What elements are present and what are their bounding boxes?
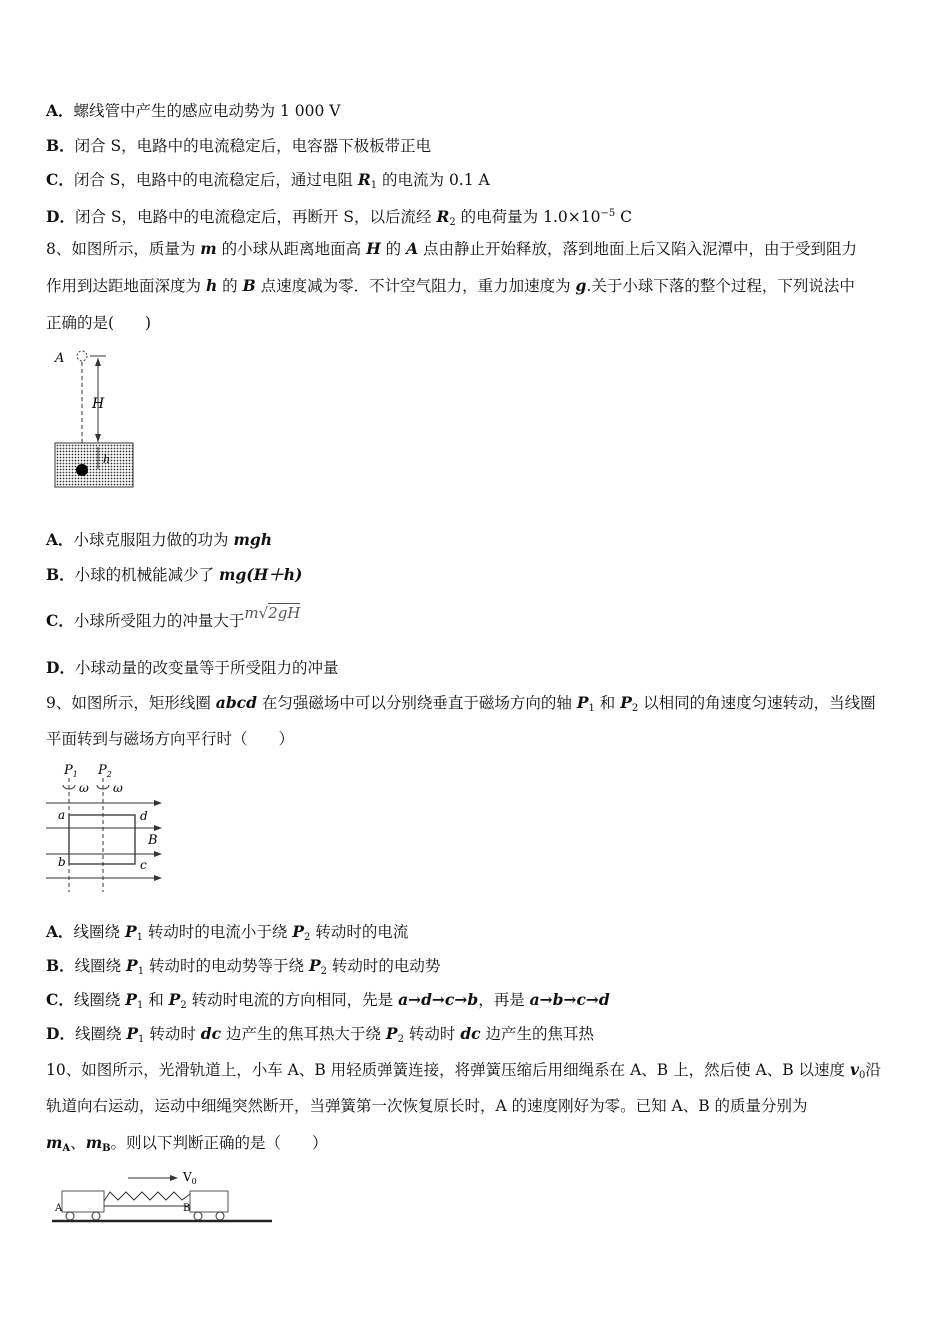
q8-stem-line-1: 8、如图所示，质量为 m 的小球从距离地面高 H 的 A 点由静止开始释放，落到地面上后又陷入泥潭中，由于受到阻力 <box>46 239 858 258</box>
q9-option-d: D．线圈绕 $P_1$ 转动时 dc 边产生的焦耳热大于绕 $P_2$ 转动时 dc 边产生的焦耳热 <box>46 1024 595 1045</box>
q9-figure <box>44 758 166 892</box>
cart-a <box>62 1191 104 1212</box>
q8-option-a: A．小球克服阻力做的功为 mgh <box>46 530 272 549</box>
corner-d-label: d <box>140 809 148 823</box>
corner-b-label: b <box>58 855 66 869</box>
q9-stem-line-1: 9、如图所示，矩形线圈 abcd 在匀强磁场中可以分别绕垂直于磁场方向的轴 $P_1$ 和 $P_2$ 以相同的角速度匀速转动，当线圈 <box>46 693 876 714</box>
cart-b-label: B <box>183 1203 191 1214</box>
corner-a-label: a <box>58 808 66 822</box>
q9-option-c: C．线圈绕 $P_1$ 和 $P_2$ 转动时电流的方向相同，先是 a→d→c→b，再是 a→b→c→d <box>46 990 610 1011</box>
sqrt-expression: m√2gH <box>244 604 301 622</box>
q10-stem-line-3: $m_A$、$m_B$。则以下判断正确的是（ ） <box>46 1133 328 1154</box>
field-arrow-4-icon <box>154 875 162 881</box>
spring <box>104 1192 190 1201</box>
q10-figure <box>50 1166 276 1228</box>
q10-stem-line-1: 10、如图所示，光滑轨道上，小车 A、B 用轻质弹簧连接，将弹簧压缩后用细绳系在 A、B 上，然后使 A、B 以速度 $v_0$沿 <box>46 1060 881 1081</box>
ball-end-icon <box>76 464 88 476</box>
wheel-icon <box>66 1212 74 1220</box>
wheel-icon <box>216 1212 224 1220</box>
q10-stem-line-2: 轨道向右运动，运动中细绳突然断开，当弹簧第一次恢复原长时，A 的速度刚好为零。已知 A、B 的质量分别为 <box>46 1097 808 1115</box>
velocity-arrow-icon <box>170 1175 178 1181</box>
cart-b <box>190 1191 228 1212</box>
field-arrow-2-icon <box>154 825 162 831</box>
omega-label-2: ω <box>113 781 123 795</box>
q8-option-b: B．小球的机械能减少了 mg(H＋h) <box>46 565 303 584</box>
q8-stem-line-3: 正确的是( ) <box>46 314 152 332</box>
q7-option-d: D．闭合 S，电路中的电流稳定后，再断开 S，以后流经 $R_2$ 的电荷量为 $1.0\times 10^{-5}$ C <box>46 207 633 228</box>
q8-stem-line-2: 作用到达距地面深度为 h 的 B 点速度减为零．不计空气阻力，重力加速度为 g.关于小球下落的整个过程，下列说法中 <box>46 276 855 295</box>
q8-option-d: D．小球动量的改变量等于所受阻力的冲量 <box>46 658 339 677</box>
q7-option-b: B．闭合 S，电路中的电流稳定后，电容器下极板带正电 <box>46 136 432 155</box>
velocity-label: $V_0$ <box>183 1170 197 1186</box>
q9-option-a: A．线圈绕 $P_1$ 转动时的电流小于绕 $P_2$ 转动时的电流 <box>46 922 409 943</box>
q8-figure-label-h-small: h <box>103 453 111 466</box>
field-arrow-1-icon <box>154 800 162 806</box>
corner-c-label: c <box>140 858 147 872</box>
q8-option-c: C．小球所受阻力的冲量大于m√2gH <box>46 604 301 630</box>
q9-stem-line-2: 平面转到与磁场方向平行时（ ） <box>46 730 295 748</box>
q9-option-b: B．线圈绕 $P_1$ 转动时的电动势等于绕 $P_2$ 转动时的电动势 <box>46 956 441 977</box>
mud-pool <box>55 443 133 487</box>
arrow-up-icon <box>95 358 101 366</box>
q8-figure-label-a: A <box>55 351 65 366</box>
q8-figure <box>50 345 140 490</box>
wheel-icon <box>194 1212 202 1220</box>
q7-option-a: A．螺线管中产生的感应电动势为 1 000 V <box>46 101 341 120</box>
wheel-icon <box>92 1212 100 1220</box>
arrow-down-icon <box>95 434 101 442</box>
p2-label: $P_2$ <box>98 763 112 779</box>
q7-option-c: C．闭合 S，电路中的电流稳定后，通过电阻 $R_1$ 的电流为 0.1 A <box>46 170 490 191</box>
q8-figure-label-h-big: H <box>92 396 105 412</box>
coil-rectangle <box>69 815 135 864</box>
p1-label: $P_1$ <box>64 763 78 779</box>
field-b-label: B <box>148 833 158 848</box>
field-arrow-3-icon <box>154 851 162 857</box>
omega-label-1: ω <box>79 781 89 795</box>
ball-start-icon <box>77 351 87 361</box>
cart-a-label: A <box>55 1203 63 1214</box>
